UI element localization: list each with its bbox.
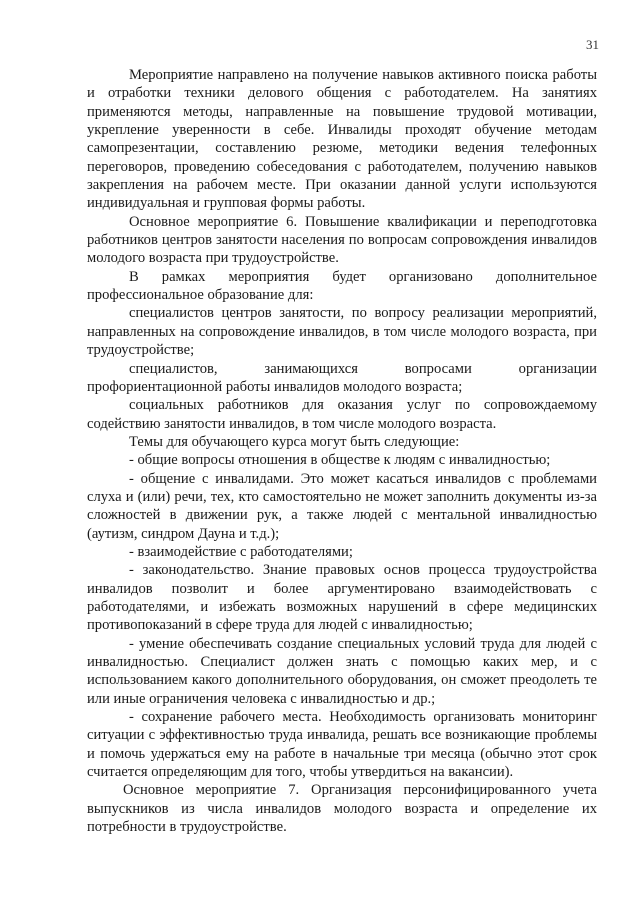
paragraph-employment-specialists: специалистов центров занятости, по вопросу реализации мероприятий, направленных на сопровождение инвалидов, в том числе молодого возраста, при трудоустройстве; (87, 305, 597, 359)
paragraph-career-guidance-specialists: специалистов, занимающихся вопросами организации профориентационной работы инвалидов молодого возраста; (87, 360, 597, 395)
paragraph-social-workers: социальных работников для оказания услуг по сопровождаемому содействию занятости инвалидов, в том числе молодого возраста. (87, 397, 597, 432)
paragraph-measure-6: Основное мероприятие 6. Повышение квалификации и переподготовка работников центров занятости населения по вопросам сопровождения инвалидов молодого возраста при трудоустройстве. (87, 213, 597, 267)
list-item-job-retention: - сохранение рабочего места. Необходимость организовать мониторинг ситуации с эффективностью труда инвалида, решать все возникающие проблемы и помочь удержаться ему на работе в начальные три месяца (обычно этот срок считается определяющим для того, чтобы утвердиться на вакансии). (87, 709, 597, 781)
list-item-communication: - общение с инвалидами. Это может касаться инвалидов с проблемами слуха и (или) речи, тех, кто самостоятельно не может заполнить документы из-за сложностей в движении рук, а также людей с ментальной инвалидностью (аутизм, синдром Дауна и т.д.); (87, 470, 597, 542)
list-item-legislation: - законодательство. Знание правовых основ процесса трудоустройства инвалидов позволит и более аргументировано взаимодействовать с работодателями, и избежать возможных нарушений в сфере медицинских противопоказаний в сфере труда для людей с инвалидностью; (87, 562, 597, 634)
paragraph-course-topics: Темы для обучающего курса могут быть следующие: (129, 433, 460, 450)
page-number: 31 (586, 37, 599, 52)
paragraph-measure-7: Основное мероприятие 7. Организация персонифицированного учета выпускников из числа инвалидов молодого возраста и определение их потребности в трудоустройстве. (87, 782, 597, 836)
paragraph-job-search-training: Мероприятие направлено на получение навыков активного поиска работы и отработки техники делового общения с работодателем. На занятиях применяются методы, направленные на повышение трудовой мотивации, укрепление уверенности в себе. Инвалиды проходят обучение методам самопрезентации, составлению резюме, методики ведения телефонных переговоров, проведению собеседования с работодателем, получению навыков закрепления на рабочем месте. При оказании данной услуги используются индивидуальная и групповая формы работы. (87, 67, 597, 212)
body-text (87, 66, 597, 836)
paragraph-additional-education: В рамках мероприятия будет организовано дополнительное профессиональное образование для: (87, 268, 597, 304)
list-item-social-attitudes: - общие вопросы отношения в обществе к людям с инвалидностью; (129, 452, 551, 469)
list-item-special-conditions: - умение обеспечивать создание специальных условий труда для людей с инвалидностью. Специалист должен знать с помощью каких мер, и с использованием какого дополнительного оборудования, он сможет преодолеть те или иные ограничения человека с инвалидностью и др.; (87, 635, 597, 707)
list-item-employer-interaction: - взаимодействие с работодателями; (129, 543, 353, 560)
